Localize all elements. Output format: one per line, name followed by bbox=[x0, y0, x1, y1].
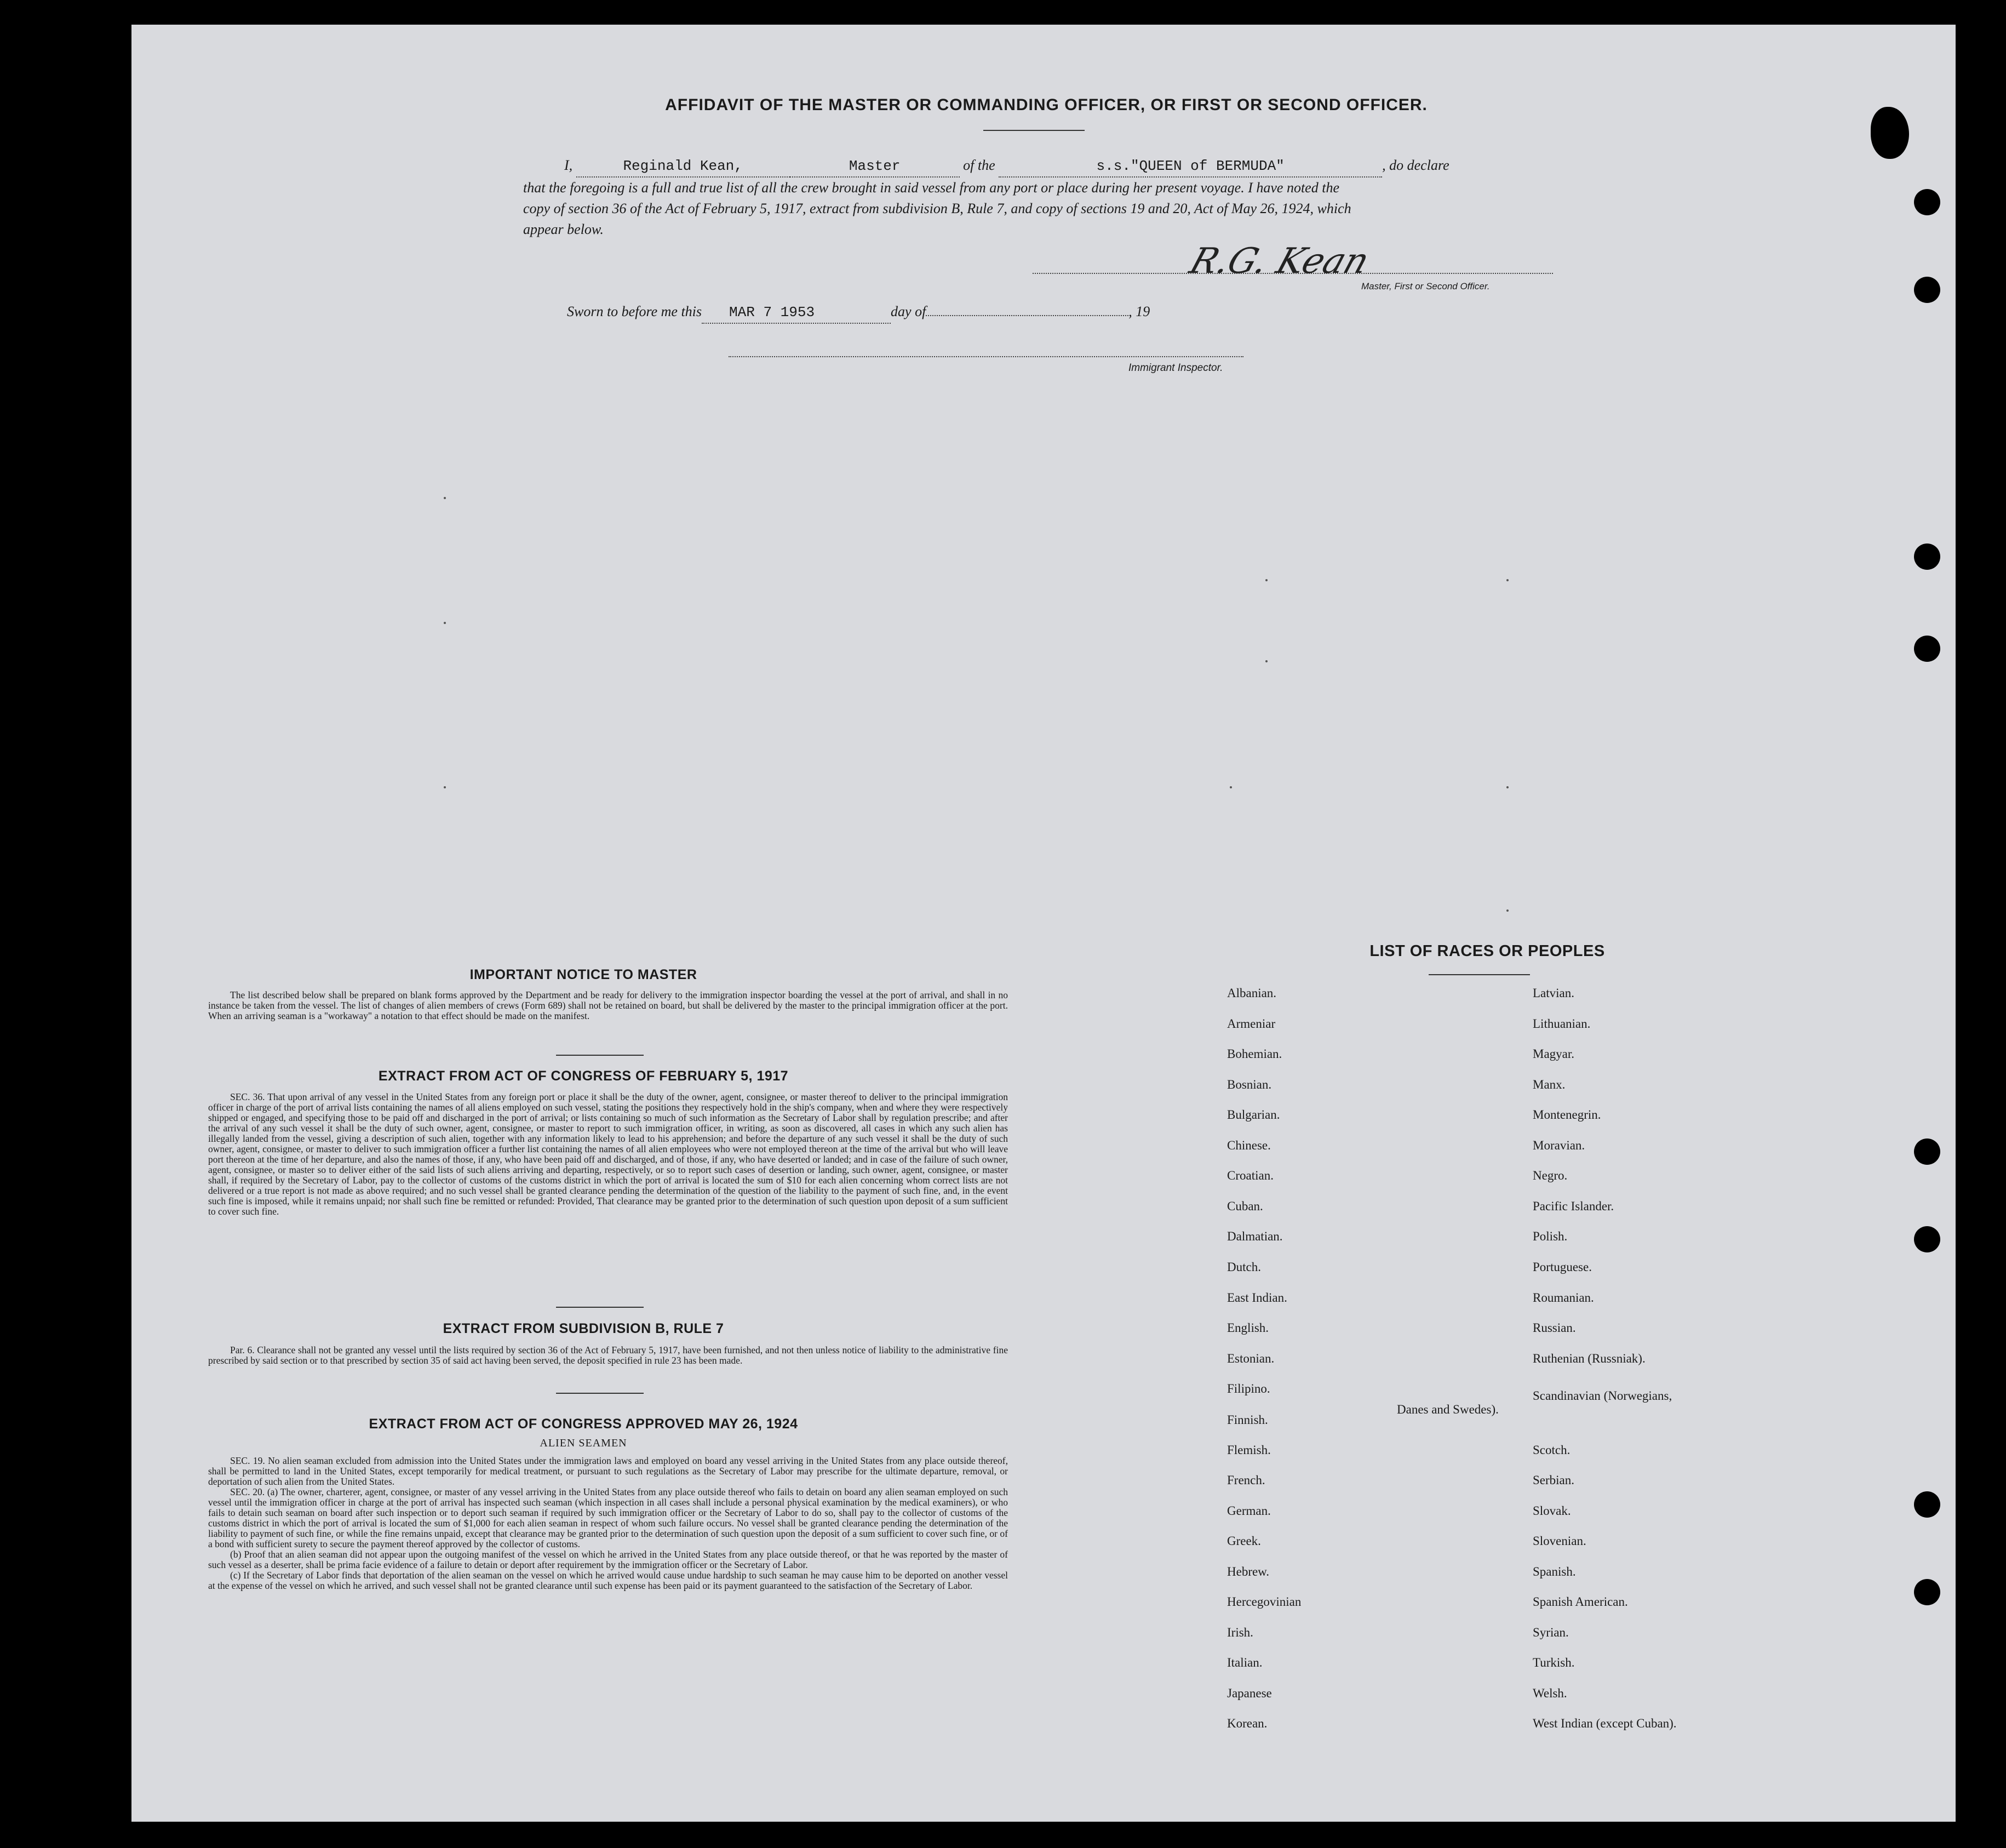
extract-1917-text: SEC. 36. That upon arrival of any vessel in the United States from any foreign port or place it shall be the duty of the owner, agent, consignee, or master thereof to deliver to the principal immigration officer in charge of the port of arrival lists containing the names of all aliens employed on such vessel, stating the positions they respectively hold in the ship's company, when and where they were respectively shipped or engaged, and specifying those to be paid off and discharged in the port of arrival; or lists containing so much of such information as the Secretary of Labor shall by regulation prescribe; and after the arrival of any such vessel it shall be the duty of such owner, agent, consignee, or master to report to such immigration officer, in writing, as soon as discovered, all cases in which any such alien has illegally landed from the vessel, giving a description of such alien, together with any information likely to lead to his apprehension; and before the departure of any such vessel it shall be the duty of such owner, agent, consignee, or master to deliver to such immigration officer a further list containing the names of all alien employees who were not employed thereon at the time of the arrival but who will leave port thereon at the time of her departure, and also the names of those, if any, who have been paid off and discharged, and of those, if any, who have deserted or landed; and in case of the failure of such owner, agent, consignee, or master so to deliver either of the said lists of such aliens arriving and departing, respectively, or so to report such cases of desertion or landing, such owner, agent, consignee, or master shall, if required by the Secretary of Labor, pay to the collector of customs of the customs district in which the port of arrival is located the sum of $10 for each alien concerning whom correct lists are not delivered or a true report is not made as above required; and no such vessel shall be granted clearance pending the determination of the question of the liability to the payment of such fine, and, in the event such fine is imposed, while it remains unpaid; nor shall such fine be remitted or refunded: Provided, That clearance may be granted prior to the determination of such question upon deposit of a sum sufficient to cover such fine. bbox=[208, 1091, 1008, 1217]
year-label: , 19 bbox=[1128, 304, 1150, 319]
race-item: Cuban. bbox=[1227, 1199, 1263, 1213]
race-item: Syrian. bbox=[1533, 1626, 1569, 1639]
race-item: Negro. bbox=[1533, 1169, 1568, 1182]
speck bbox=[1265, 660, 1268, 662]
form-page bbox=[131, 25, 1956, 1822]
race-item: Dutch. bbox=[1227, 1260, 1261, 1274]
race-item: Pacific Islander. bbox=[1533, 1199, 1614, 1213]
race-item: French. bbox=[1227, 1473, 1265, 1487]
of-the-label: of the bbox=[963, 157, 995, 173]
sworn-line bbox=[567, 301, 1150, 324]
declaration-line-1 bbox=[523, 155, 1684, 178]
race-item: Irish. bbox=[1227, 1626, 1253, 1639]
sec-20a-text: SEC. 20. (a) The owner, charterer, agent, consignee, or master of any vessel arriving in the United States from any place outside thereof who fails to detain on board any alien seaman employed on such vessel until the immigration officer in charge at the port of arrival has inspected such seaman (which inspection in all cases shall include a personal physical examination by the medical examiners), or who fails to detain such seaman on board after such inspection or to deport such seaman if required by such immigration officer or the Secretary of Labor to do so, shall pay to the collector of customs of the customs district in which the port of arrival is located the sum of $1,000 for each alien seaman in respect of whom such failure occurs. No vessel shall be granted clearance pending the determination of the liability to payment of such fine, or while the fine remains unpaid, except that clearance may be granted prior to the determination of such question upon the deposit of a sum sufficient to cover such fine, or of a bond with sufficient surety to secure the payment thereof approved by the collector of customs. bbox=[208, 1486, 1008, 1549]
race-item: Portuguese. bbox=[1533, 1260, 1592, 1274]
speck bbox=[1506, 786, 1509, 788]
race-item: Greek. bbox=[1227, 1534, 1261, 1548]
race-item: English. bbox=[1227, 1321, 1269, 1335]
vessel-name: s.s."QUEEN of BERMUDA" bbox=[1096, 158, 1285, 174]
master-signature: R.G. Kean bbox=[1184, 241, 1374, 282]
race-item: Japanese bbox=[1227, 1686, 1272, 1700]
declaration-line-2: that the foregoing is a full and true list of all the crew brought in said vessel from any port or place during her present voyage. I have noted the bbox=[523, 180, 1339, 196]
race-item: Montenegrin. bbox=[1533, 1108, 1601, 1122]
race-item: Welsh. bbox=[1533, 1686, 1567, 1700]
race-item: Bosnian. bbox=[1227, 1078, 1272, 1091]
subdivision-text: Par. 6. Clearance shall not be granted any vessel until the lists required by section 36 of the Act of February 5, 1917, have been furnished, and not then unless notice of liability to the administrative fine prescribed by said section or to that prescribed by section 35 of said act having been served, the deposit specified in rule 23 has been made. bbox=[208, 1344, 1008, 1366]
race-item: Russian. bbox=[1533, 1321, 1576, 1335]
inspector-caption: Immigrant Inspector. bbox=[1128, 362, 1223, 374]
master-rank: Master bbox=[849, 158, 901, 174]
extract-1924-subtitle: ALIEN SEAMEN bbox=[540, 1437, 627, 1449]
race-item: Bulgarian. bbox=[1227, 1108, 1280, 1122]
race-item: Hercegovinian bbox=[1227, 1595, 1302, 1609]
section-divider bbox=[556, 1307, 644, 1308]
speck bbox=[444, 622, 446, 624]
race-item: Roumanian. bbox=[1533, 1291, 1594, 1305]
sec-19-text: SEC. 19. No alien seaman excluded from admission into the United States under the immigration laws and employed on board any vessel arriving in the United States from any place outside thereof, shall be permitted to land in the United States, except temporarily for medical treatment, or pursuant to such regulations as the Secretary of Labor may prescribe for the ultimate departure, removal, or deportation of such alien from the United States. bbox=[208, 1455, 1008, 1487]
punch-hole bbox=[1914, 277, 1940, 303]
date-stamp: MAR 7 1953 bbox=[729, 304, 815, 321]
notice-text: The list described below shall be prepared on blank forms approved by the Department and be ready for delivery to the immigration inspector boarding the vessel at the port of arrival, and shall in no instance be taken from the vessel. The list of changes of alien members of crews (Form 689) shall not be retained on board, but shall be delivered by the master to the principal immigration officer at the port. When an arriving seaman is a "workaway" a notation to that effect should be made on the manifest. bbox=[208, 989, 1008, 1021]
name-field bbox=[576, 155, 790, 178]
declaration bbox=[523, 155, 1684, 240]
affidavit-title: AFFIDAVIT OF THE MASTER OR COMMANDING OFFICER, OR FIRST OR SECOND OFFICER. bbox=[665, 96, 1428, 114]
punch-hole bbox=[1914, 636, 1940, 662]
punch-hole bbox=[1914, 1226, 1940, 1252]
section-divider bbox=[556, 1055, 644, 1056]
sec-20c-text: (c) If the Secretary of Labor finds that deportation of the alien seaman on the vessel on which he arrived would cause undue hardship to such seaman he may cause him to be deported on another vessel at the expense of the vessel on which he arrived, and such vessel shall not be granted clearance until such expense has been paid or its payment guaranteed to the satisfaction of the Secretary of Labor. bbox=[208, 1570, 1008, 1591]
race-item: Hebrew. bbox=[1227, 1565, 1270, 1578]
race-item: Serbian. bbox=[1533, 1473, 1575, 1487]
race-item: Polish. bbox=[1533, 1229, 1568, 1243]
race-item: Magyar. bbox=[1533, 1047, 1575, 1061]
race-item: Armeniar bbox=[1227, 1017, 1276, 1031]
sec-20b-text: (b) Proof that an alien seaman did not appear upon the outgoing manifest of the vessel on which he arrived in the United States from any place outside thereof, or that he was reported by the master of such vessel as a deserter, shall be prima facie evidence of a failure to detain or deport after requirement by the immigration officer or the Secretary of Labor. bbox=[208, 1549, 1008, 1570]
master-name: Reginald Kean, bbox=[623, 158, 743, 174]
race-item: German. bbox=[1227, 1504, 1271, 1518]
race-item: Scotch. bbox=[1533, 1443, 1571, 1457]
race-item: Croatian. bbox=[1227, 1169, 1274, 1182]
section-divider bbox=[556, 1393, 644, 1394]
punch-hole bbox=[1914, 1491, 1940, 1518]
race-item: Turkish. bbox=[1533, 1656, 1575, 1669]
declaration-line-4: appear below. bbox=[523, 221, 604, 237]
punch-hole bbox=[1914, 1579, 1940, 1605]
race-item: Dalmatian. bbox=[1227, 1229, 1283, 1243]
speck bbox=[1506, 909, 1509, 912]
sworn-date-field bbox=[702, 301, 891, 324]
race-item: Lithuanian. bbox=[1533, 1017, 1591, 1031]
speck bbox=[1230, 786, 1232, 788]
punch-hole bbox=[1914, 543, 1940, 570]
inspector-line bbox=[729, 356, 1243, 357]
race-item: Italian. bbox=[1227, 1656, 1263, 1669]
race-item: West Indian (except Cuban). bbox=[1533, 1717, 1677, 1730]
speck bbox=[444, 497, 446, 499]
vessel-field bbox=[999, 155, 1382, 178]
race-item: Bohemian. bbox=[1227, 1047, 1282, 1061]
speck bbox=[1265, 579, 1268, 581]
declaration-i: I, bbox=[564, 157, 573, 173]
rank-field bbox=[790, 155, 960, 178]
extract-1917-title: EXTRACT FROM ACT OF CONGRESS OF FEBRUARY 5, 1917 bbox=[378, 1068, 789, 1084]
race-item: Filipino. bbox=[1227, 1382, 1270, 1395]
day-of-label: day of bbox=[891, 304, 926, 319]
signature-caption: Master, First or Second Officer. bbox=[1361, 281, 1490, 291]
sworn-label: Sworn to before me this bbox=[567, 304, 702, 319]
punch-hole bbox=[1914, 1138, 1940, 1165]
notice-title: IMPORTANT NOTICE TO MASTER bbox=[469, 967, 697, 982]
race-item: Slovenian. bbox=[1533, 1534, 1586, 1548]
month-field bbox=[926, 315, 1128, 316]
speck bbox=[444, 786, 446, 788]
extract-1924-title: EXTRACT FROM ACT OF CONGRESS APPROVED MAY 26, 1924 bbox=[369, 1416, 798, 1432]
race-item: Albanian. bbox=[1227, 986, 1277, 1000]
extract-1924-body bbox=[208, 1456, 1008, 1591]
race-item: Flemish. bbox=[1227, 1443, 1271, 1457]
punch-hole bbox=[1914, 189, 1940, 215]
race-item: Korean. bbox=[1227, 1717, 1268, 1730]
race-item: Manx. bbox=[1533, 1078, 1566, 1091]
race-item: Spanish. bbox=[1533, 1565, 1576, 1578]
do-declare: , do declare bbox=[1382, 157, 1449, 173]
race-item: Estonian. bbox=[1227, 1352, 1275, 1365]
title-divider bbox=[983, 130, 1085, 131]
subdivision-title: EXTRACT FROM SUBDIVISION B, RULE 7 bbox=[443, 1321, 724, 1336]
races-divider bbox=[1429, 974, 1530, 975]
race-item: East Indian. bbox=[1227, 1291, 1287, 1305]
race-item: Finnish. bbox=[1227, 1413, 1268, 1427]
race-item: Moravian. bbox=[1533, 1138, 1585, 1152]
ink-blot bbox=[1871, 107, 1909, 159]
race-item: Danes and Swedes). bbox=[1397, 1403, 1499, 1416]
races-title: LIST OF RACES OR PEOPLES bbox=[1369, 942, 1605, 960]
race-item: Chinese. bbox=[1227, 1138, 1271, 1152]
speck bbox=[1506, 579, 1509, 581]
declaration-line-3: copy of section 36 of the Act of February 5, 1917, extract from subdivision B, Rule 7, and copy of sections 19 and 20, Act of May 26, 1924, which bbox=[523, 201, 1351, 216]
race-item: Ruthenian (Russniak). bbox=[1533, 1352, 1646, 1365]
race-item: Slovak. bbox=[1533, 1504, 1571, 1518]
race-item: Latvian. bbox=[1533, 986, 1574, 1000]
race-item: Spanish American. bbox=[1533, 1595, 1628, 1609]
race-item: Scandinavian (Norwegians, bbox=[1533, 1389, 1672, 1403]
